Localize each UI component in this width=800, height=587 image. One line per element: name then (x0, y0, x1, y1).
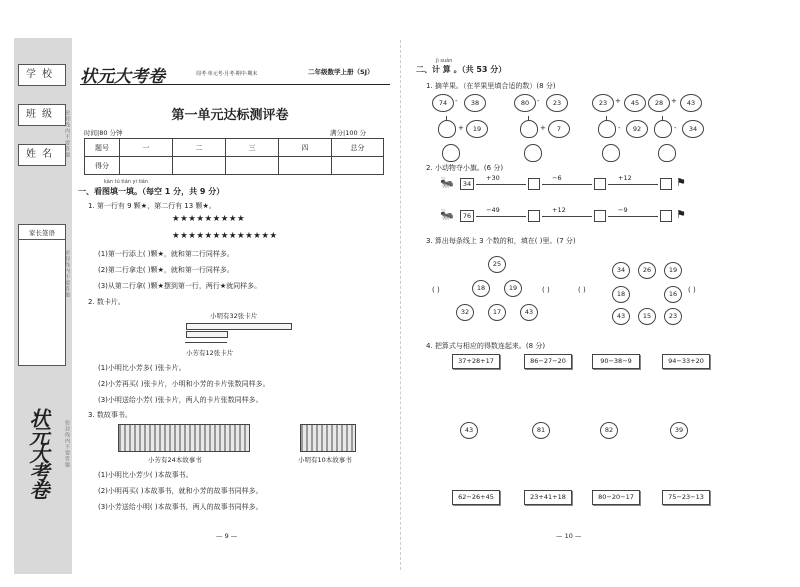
chain-arrow (608, 184, 658, 185)
header-rule (80, 84, 390, 85)
q2-prompt: 2. 数卡片。 (88, 298, 125, 306)
chain-arrow (476, 216, 526, 217)
apple-stem-icon (528, 116, 529, 121)
animal-prompt: 2. 小动物夺小旗。(6 分) (426, 164, 504, 172)
apple-operand-c: 34 (682, 120, 704, 138)
chain-arrow (476, 184, 526, 185)
fang-card-bar (186, 331, 228, 338)
square-node: 26 (638, 262, 656, 279)
apple-operator: + (671, 97, 677, 105)
page-number-right: — 10 — (556, 532, 582, 540)
apple-stem-icon (662, 116, 663, 121)
star-row-1: ★★★★★★★★★ (172, 214, 246, 224)
triangle-node: 25 (488, 256, 506, 273)
chain-answer-box[interactable] (594, 178, 606, 190)
triangle-node: 43 (520, 304, 538, 321)
apple-stem-icon (446, 116, 447, 121)
apple-stem-icon (606, 116, 607, 121)
section1-title: 一、看图填一填。（每空 1 分，共 9 分） (78, 187, 225, 196)
number-shapes (432, 256, 722, 330)
square-node: 19 (664, 262, 682, 279)
square-node: 23 (664, 308, 682, 325)
bottom-expression-card[interactable]: 75−23−13 (662, 490, 710, 505)
chain-op: −6 (552, 174, 562, 182)
square-node: 34 (612, 262, 630, 279)
fang-bookshelf (118, 424, 250, 452)
top-expression-card[interactable]: 86−27−20 (524, 354, 572, 369)
apple-answer-left[interactable] (438, 120, 456, 138)
chain-op: −49 (486, 206, 500, 214)
score-head-4: 四 (279, 139, 332, 157)
score-head-2: 二 (173, 139, 226, 157)
apple-operand-a: 23 (592, 94, 614, 112)
apple-operand-c: 19 (466, 120, 488, 138)
triangle-node: 17 (488, 304, 506, 321)
apple-exercises (424, 94, 704, 164)
bottom-expression-card[interactable]: 80−20−17 (592, 490, 640, 505)
top-expression-card[interactable]: 94−33+20 (662, 354, 710, 369)
parent-sign-label: 家长签语 (19, 228, 65, 240)
chain-op: +30 (486, 174, 500, 182)
apple-operand-a: 28 (648, 94, 670, 112)
parent-sign-box[interactable] (18, 224, 66, 366)
score-cell[interactable] (173, 157, 226, 175)
animal-icon: 🐜 (440, 208, 454, 221)
q3-part1: (1)小明比小芳少( )本故事书。 (98, 471, 193, 479)
apple-operand-b: 43 (680, 94, 702, 112)
apple-operator: + (615, 97, 621, 105)
apple-answer-bottom[interactable] (524, 144, 542, 162)
score-head-3: 三 (226, 139, 279, 157)
score-cell[interactable] (120, 157, 173, 175)
apple-mid-operator: + (540, 124, 546, 132)
score-table (84, 138, 384, 175)
apple-operand-b: 38 (464, 94, 486, 112)
q1-part3: (3)从第二行拿( )颗★摆到第一行，两行★就同样多。 (98, 282, 262, 290)
score-cell[interactable] (226, 157, 279, 175)
score-row-label: 得分 (85, 157, 120, 175)
apple-operand-b: 45 (624, 94, 646, 112)
seal-note-bottom: 密封线内不要答题 (64, 420, 70, 468)
q2-part2: (2)小芳再买( )张卡片，小明和小芳的卡片张数同样多。 (98, 380, 270, 388)
score-cell[interactable] (332, 157, 384, 175)
section2-pinyin: jì suàn (436, 58, 453, 64)
match-prompt: 4. 把算式与相应的得数连起来。(8 分) (426, 342, 546, 350)
q2-part3: (3)小明送给小芳( )张卡片，两人的卡片张数同样多。 (98, 396, 263, 404)
answer-node[interactable]: 82 (600, 422, 618, 439)
square-blank-left[interactable]: ( ) (578, 286, 586, 294)
seal-note-top: 密封线内不要答题 (64, 110, 70, 158)
chain-arrow (608, 216, 658, 217)
apple-mid-operator: - (674, 124, 677, 132)
chain-start: 76 (460, 210, 474, 222)
school-field[interactable]: 学校 (18, 64, 66, 86)
header-series: 周考·单元考·月考·期中·期末 (196, 71, 258, 77)
apple-answer-left[interactable] (598, 120, 616, 138)
apple-answer-bottom[interactable] (658, 144, 676, 162)
triangle-node: 32 (456, 304, 474, 321)
apple-operand-b: 23 (546, 94, 568, 112)
score-head-5: 总分 (332, 139, 384, 157)
chain-arrow (542, 216, 592, 217)
apple-operand-a: 74 (432, 94, 454, 112)
answer-node[interactable]: 43 (460, 422, 478, 439)
fang-book-label: 小芳有24本故事书 (148, 456, 202, 464)
chain-answer-box[interactable] (528, 178, 540, 190)
apple-mid-operator: - (618, 124, 621, 132)
ming-bookshelf (300, 424, 356, 452)
triangle-blank-left[interactable]: ( ) (432, 286, 440, 294)
bottom-expression-card[interactable]: 23+41+18 (524, 490, 572, 505)
apple-answer-bottom[interactable] (442, 144, 460, 162)
q3-prompt: 3. 数故事书。 (88, 411, 132, 419)
section2-title: 二、计 算 。（共 53 分） (416, 65, 507, 74)
page-title: 第一单元达标测评卷 (171, 108, 289, 123)
chain-answer-box[interactable] (660, 178, 672, 190)
header-grade: 二年级数学上册（SJ） (308, 68, 374, 76)
full-score: 满分|100 分 (330, 129, 367, 137)
top-expression-card[interactable]: 90−38−9 (592, 354, 640, 369)
chain-answer-box[interactable] (594, 210, 606, 222)
apple-operator: - (537, 97, 540, 105)
apple-answer-left[interactable] (520, 120, 538, 138)
apple-answer-left[interactable] (654, 120, 672, 138)
q1-part1: (1)第一行添上( )颗★，就和第二行同样多。 (98, 250, 234, 258)
score-cell[interactable] (279, 157, 332, 175)
chain-op: +12 (618, 174, 632, 182)
top-expression-card[interactable]: 37+28+17 (452, 354, 500, 369)
square-node: 16 (664, 286, 682, 303)
chain-arrow (542, 184, 592, 185)
flag-icon: ⚑ (676, 176, 686, 189)
time-limit: 时间|80 分钟 (84, 129, 123, 137)
apple-mid-operator: + (458, 124, 464, 132)
apple-operand-c: 7 (548, 120, 570, 138)
triangle-node: 18 (472, 280, 490, 297)
square-node: 15 (638, 308, 656, 325)
section1-pinyin: kàn tú tián yi tián (104, 179, 149, 185)
triangle-blank-right[interactable]: ( ) (542, 286, 550, 294)
flag-icon: ⚑ (676, 208, 686, 221)
apple-answer-bottom[interactable] (602, 144, 620, 162)
class-field[interactable]: 班级 (18, 104, 66, 126)
name-field[interactable]: 姓名 (18, 144, 66, 166)
chain-answer-box[interactable] (528, 210, 540, 222)
q1-prompt: 1. 第一行有 9 颗★，第二行有 13 颗★。 (88, 202, 216, 210)
fang-card-label: 小芳有12张卡片 (186, 349, 234, 357)
answer-node[interactable]: 81 (532, 422, 550, 439)
q3-part2: (2)小明再买( )本故事书，就和小芳的故事书同样多。 (98, 487, 263, 495)
triangle-prompt: 3. 算出每条线上 3 个数的和，填在( )里。(7 分) (426, 237, 576, 245)
apple-operand-a: 80 (514, 94, 536, 112)
score-head-1: 一 (120, 139, 173, 157)
page-number-left: — 9 — (216, 532, 238, 540)
ming-card-label: 小明有32张卡片 (210, 312, 258, 320)
bottom-expression-card[interactable]: 62−26+45 (452, 490, 500, 505)
header-logo: 状元大考卷 (80, 67, 165, 87)
seal-note-mid: 密封线内不要答题 (64, 250, 70, 298)
square-node: 18 (612, 286, 630, 303)
ming-book-label: 小明有10本故事书 (298, 456, 352, 464)
chain-op: +12 (552, 206, 566, 214)
fang-card-brace (185, 342, 227, 343)
chain-op: −9 (618, 206, 628, 214)
q3-part3: (3)小芳送给小明( )本故事书，两人的故事书同样多。 (98, 503, 263, 511)
chain-start: 34 (460, 178, 474, 190)
star-row-2: ★★★★★★★★★★★★★ (172, 231, 278, 241)
apple-prompt: 1. 摘苹果。（在苹果里填合适的数）(8 分) (426, 82, 556, 90)
score-head-0: 题号 (85, 139, 120, 157)
square-node: 43 (612, 308, 630, 325)
q1-part2: (2)第二行拿走( )颗★，就和第一行同样多。 (98, 266, 234, 274)
q2-part1: (1)小明比小芳多( )张卡片。 (98, 364, 186, 372)
flag-race (440, 176, 700, 228)
triangle-node: 19 (504, 280, 522, 297)
animal-icon: 🐜 (440, 176, 454, 189)
matching-area (440, 354, 720, 514)
ming-card-bar (186, 323, 292, 330)
chain-answer-box[interactable] (660, 210, 672, 222)
apple-operand-c: 92 (626, 120, 648, 138)
page-divider (400, 40, 401, 570)
square-blank-right[interactable]: ( ) (688, 286, 696, 294)
sidebar-logo: 状元大考卷 (26, 408, 50, 498)
apple-operator: - (455, 97, 458, 105)
answer-node[interactable]: 39 (670, 422, 688, 439)
